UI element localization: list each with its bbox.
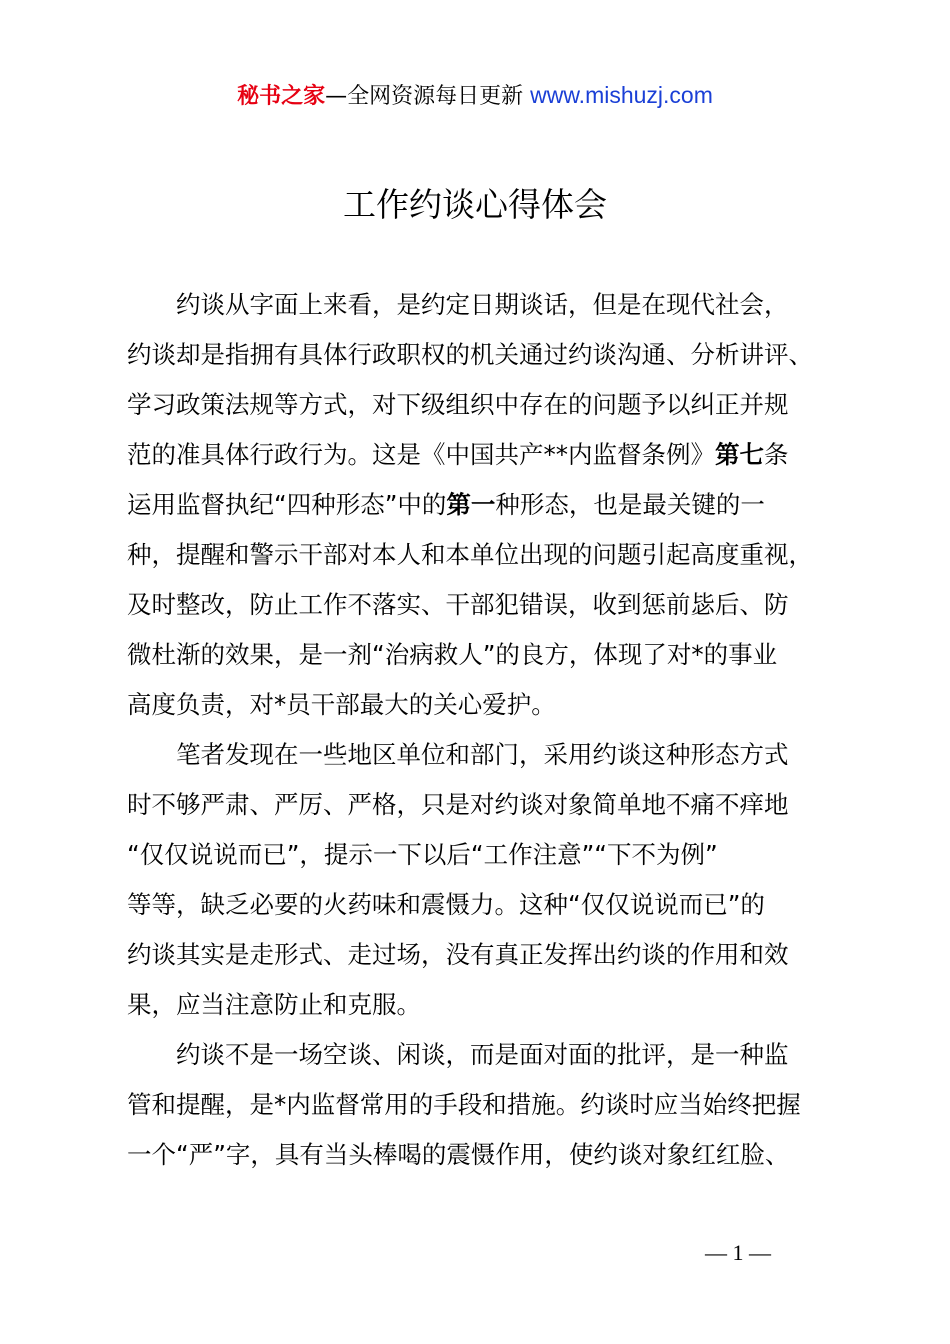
paragraph-1 bbox=[127, 280, 847, 730]
text-line: 笔者发现在一些地区单位和部门，采用约谈这种形态方式 bbox=[176, 740, 789, 769]
document-body bbox=[127, 280, 847, 1180]
page-number: — 1 — bbox=[705, 1240, 771, 1265]
text-line: 高度负责，对*员干部最大的关心爱护。 bbox=[127, 690, 556, 719]
text-line bbox=[127, 480, 847, 530]
text-line: 一个“严”字，具有当头棒喝的震慑作用，使约谈对象红红脸、 bbox=[127, 1140, 790, 1169]
bold-form-number: 第一 bbox=[446, 490, 496, 519]
text-line: 管和提醒，是*内监督常用的手段和措施。约谈时应当始终把握 bbox=[127, 1090, 801, 1119]
text-line: 约谈从字面上来看，是约定日期谈话，但是在现代社会， bbox=[176, 290, 789, 319]
text-line: 及时整改，防止工作不落实、干部犯错误，收到惩前毖后、防 bbox=[127, 590, 789, 619]
paragraph-3 bbox=[127, 1030, 847, 1180]
text-line: 等等，缺乏必要的火药味和震慑力。这种“仅仅说说而已”的 bbox=[127, 890, 765, 919]
text-line: 约谈其实是走形式、走过场，没有真正发挥出约谈的作用和效 bbox=[127, 940, 789, 969]
text-line: 学习政策法规等方式，对下级组织中存在的问题予以纠正并规 bbox=[127, 390, 789, 419]
brand-name: 秘书之家 bbox=[237, 84, 326, 109]
paragraph-2 bbox=[127, 730, 847, 1030]
site-header bbox=[0, 80, 950, 112]
text-line: 时不够严肃、严厉、严格，只是对约谈对象简单地不痛不痒地 bbox=[127, 790, 789, 819]
text-line: 微杜渐的效果，是一剂“治病救人”的良方，体现了对*的事业 bbox=[127, 640, 778, 669]
text-span: 运用监督执纪“四种形态”中的 bbox=[127, 490, 447, 519]
text-span: 条 bbox=[764, 440, 789, 469]
text-line: 约谈却是指拥有具体行政职权的机关通过约谈沟通、分析讲评、 bbox=[127, 340, 813, 369]
site-url[interactable]: www.mishuzj.com bbox=[530, 82, 713, 108]
header-tagline: —全网资源每日更新 bbox=[325, 84, 524, 109]
text-line: 约谈不是一场空谈、闲谈，而是面对面的批评，是一种监 bbox=[176, 1040, 789, 1069]
document-title: 工作约谈心得体会 bbox=[343, 185, 607, 224]
text-line bbox=[127, 430, 847, 480]
text-line: “仅仅说说而已”，提示一下以后“工作注意”“下不为例” bbox=[127, 840, 718, 869]
bold-article-number: 第七 bbox=[715, 440, 764, 469]
text-span: 种形态，也是最关键的一 bbox=[495, 490, 765, 519]
text-line: 果，应当注意防止和克服。 bbox=[127, 990, 421, 1019]
text-line: 种，提醒和警示干部对本人和本单位出现的问题引起高度重视， bbox=[127, 540, 813, 569]
text-span: 范的准具体行政行为。这是《中国共产**内监督条例》 bbox=[127, 440, 715, 469]
